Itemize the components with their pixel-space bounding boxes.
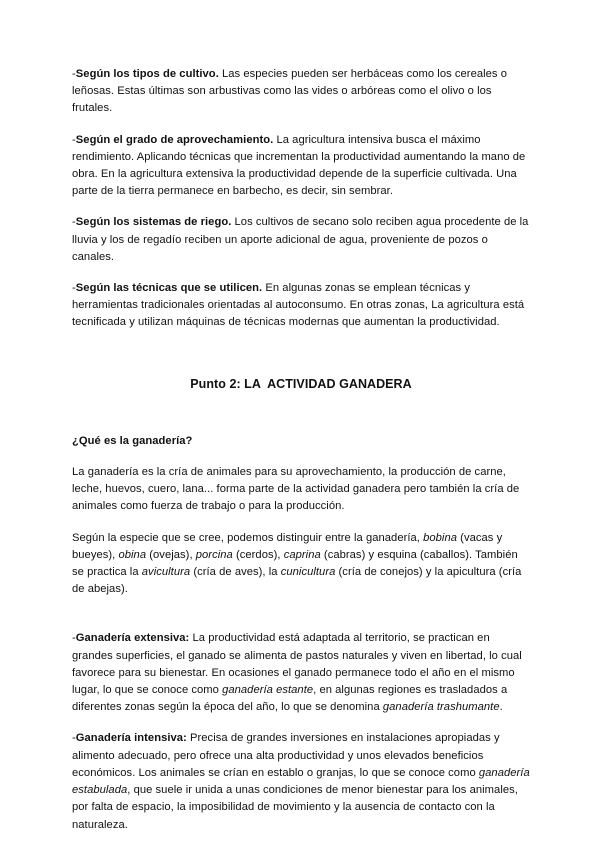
especies-text-4: (cerdos), <box>232 548 284 561</box>
extensiva-text-1: La productividad está adaptada al territorio, se practican en grandes superficies, el ganado se alimenta de pastos naturales y viven en libertad, lo cual favorece para su bienestar. En ocasiones el ganado permanece todo el año en el mismo lugar, lo que se conoce como <box>72 632 522 697</box>
especies-text-2: (vacas y bueyes), <box>72 531 503 561</box>
term-ganaderia-trashumante: ganadería trashumante <box>382 701 500 714</box>
lead-intensiva: Ganadería intensiva: <box>75 732 187 745</box>
especies-text-7: (cría de conejos) y la apicultura (cría de abejas). <box>72 566 522 596</box>
lead-tecnicas: Según las técnicas que se utilicen. <box>75 282 263 295</box>
paragraph-intensiva: -Ganadería intensiva: Precisa de grandes inversiones en instalaciones apropiadas y alimento adecuado, pero ofrece una alta productividad y unos elevados beneficios económicos. Los animales se crían en establo o granjas, lo que se conoce como ganadería estabulada, que suele ir unida a unas condiciones de menor bienestar para los animales, por falta de espacio, la imposibilidad de movimiento y la ausencia de contacto con la naturaleza. <box>72 732 530 831</box>
paragraph-especies <box>72 530 532 599</box>
extensiva-text-2: , en algunas regiones es trasladados a diferentes zonas según la época del año, lo que se denomina <box>72 684 508 714</box>
term-cunicultura: cunicultura <box>280 566 336 579</box>
lead-riego: Según los sistemas de riego. <box>75 216 232 229</box>
term-ganaderia-estabulada: ganadería estabulada <box>72 766 530 797</box>
extensiva-text-3: . <box>499 701 503 714</box>
term-caprina: caprina <box>283 548 321 561</box>
intensiva-text-1: Precisa de grandes inversiones en instalaciones apropiadas y alimento adecuado, pero ofrece una alta productividad y unos elevados beneficios económicos. Los animales se crían en establo o granjas, lo que se conoce como <box>72 732 500 779</box>
paragraph-riego: -Según los sistemas de riego. Los cultivos de secano solo reciben agua procedente de la lluvia y los de regadío reciben un aporte adicional de agua, proveniente de pozos o canales. <box>72 216 529 263</box>
paragraph-tipos-cultivo: -Según los tipos de cultivo. Las especies pueden ser herbáceas como los cereales o leñosas. Estas últimas son arbustivas como las vides o arbóreas como el olivo o los frutales. <box>72 68 508 115</box>
especies-text-1: Según la especie que se cree, podemos distinguir entre la ganadería, <box>72 531 424 544</box>
text-tipos-cultivo: Las especies pueden ser herbáceas como los cereales o leñosas. Estas últimas son arbustivas como las vides o arbóreas como el olivo o los frutales. <box>72 68 508 115</box>
section-title-text: Punto 2: LA ACTIVIDAD GANADERA <box>190 376 412 391</box>
term-obina: obina <box>118 548 147 561</box>
paragraph-extensiva: -Ganadería extensiva: La productividad está adaptada al territorio, se practican en grandes superficies, el ganado se alimenta de pastos naturales y viven en libertad, lo cual favorece para su bienestar. En ocasiones el ganado permanece todo el año en el mismo lugar, lo que se conoce como ganadería estante, en algunas regiones es trasladados a diferentes zonas según la época del año, lo que se denomina ganadería trashumante. <box>72 632 522 714</box>
term-porcina: porcina <box>195 548 233 561</box>
term-bobina: bobina <box>423 531 458 544</box>
text-riego: Los cultivos de secano solo reciben agua procedente de la lluvia y los de regadío reciben un aporte adicional de agua, proveniente de pozos o canales. <box>72 216 529 263</box>
term-ganaderia-estante: ganadería estante <box>222 684 314 697</box>
question-heading: ¿Qué es la ganadería? <box>72 434 193 447</box>
intensiva-text-2: , que suele ir unida a unas condiciones de menor bienestar para los animales, por falta de espacio, la imposibilidad de movimiento y la ausencia de contacto con la naturaleza. <box>72 784 518 831</box>
paragraph-aprovechamiento: -Según el grado de aprovechamiento. La agricultura intensiva busca el máximo rendimiento. Aplicando técnicas que incrementan la productividad aumentando la mano de obra. En la agricultura extensiva la productividad depende de la superficie cultivada. Una parte de la tierra permanece en barbecho, es decir, sin sembrar. <box>72 133 526 198</box>
especies-text-3: (ovejas), <box>146 548 196 561</box>
text-tecnicas: En algunas zonas se emplean técnicas y herramientas tradicionales orientadas al autoconsumo. En otras zonas, La agricultura está tecnificada y utilizan máquinas de técnicas modernas que aumentan la productividad. <box>72 282 525 329</box>
text-aprovechamiento: La agricultura intensiva busca el máximo rendimiento. Aplicando técnicas que incrementan la productividad aumentando la mano de obra. En la agricultura extensiva la productividad depende de la superficie cultivada. Una parte de la tierra permanece en barbecho, es decir, sin sembrar. <box>72 133 526 198</box>
lead-aprovechamiento: Según el grado de aprovechamiento. <box>75 133 274 146</box>
lead-tipos-cultivo: Según los tipos de cultivo. <box>75 68 219 80</box>
lead-extensiva: Ganadería extensiva: <box>75 632 190 645</box>
especies-text-5: (cabras) y esquina (caballos). También se practica la <box>72 548 518 579</box>
especies-text-6: (cría de aves), la <box>190 566 281 579</box>
paragraph-tecnicas: -Según las técnicas que se utilicen. En algunas zonas se emplean técnicas y herramientas tradicionales orientadas al autoconsumo. En otras zonas, La agricultura está tecnificada y utilizan máquinas de técnicas modernas que aumentan la productividad. <box>72 282 525 329</box>
section-title <box>72 376 532 393</box>
paragraph-definition: La ganadería es la cría de animales para su aprovechamiento, la producción de carne, leche, huevos, cuero, lana... forma parte de la actividad ganadera pero también la cría de animales como fuerza de trabajo o para la producción. <box>72 466 520 513</box>
term-avicultura: avicultura <box>141 566 191 579</box>
document-page <box>72 66 532 834</box>
